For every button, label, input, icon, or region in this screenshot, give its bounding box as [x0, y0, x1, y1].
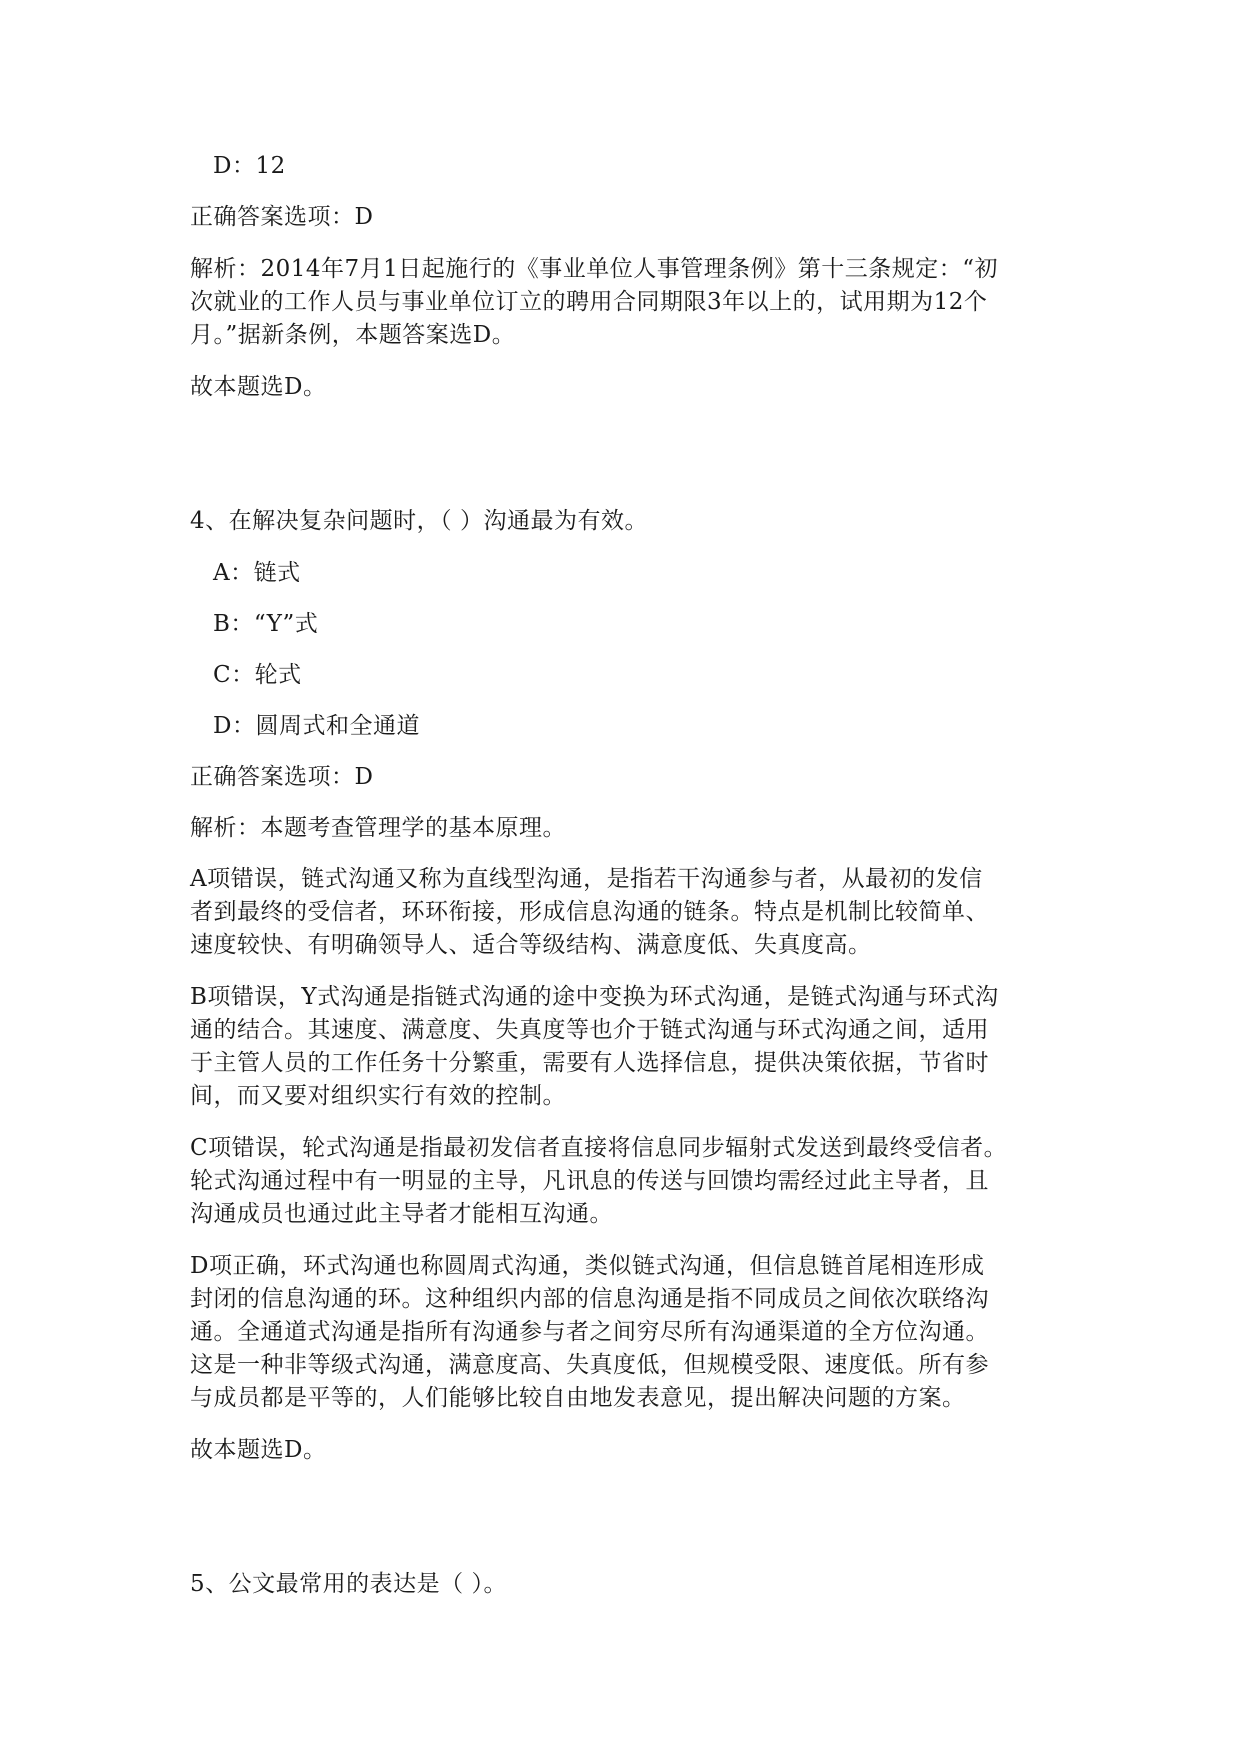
q4-para-d-line-3: 通。全通道式沟通是指所有沟通参与者之间穷尽所有沟通渠道的全方位沟通。	[190, 1319, 989, 1345]
q3-analysis-line-1: 解析：2014年7月1日起施行的《事业单位人事管理条例》第十三条规定：“初	[190, 256, 999, 282]
q4-option-a: A：链式	[213, 560, 301, 586]
q5-question: 5、公文最常用的表达是（ ）。	[190, 1571, 507, 1597]
q4-para-b-line-4: 间，而又要对组织实行有效的控制。	[190, 1083, 566, 1109]
q4-conclusion: 故本题选D。	[190, 1437, 327, 1463]
q3-analysis-line-3: 月。”据新条例，本题答案选D。	[190, 322, 516, 348]
q4-question: 4、在解决复杂问题时，（ ）沟通最为有效。	[190, 508, 648, 534]
q4-answer: 正确答案选项：D	[190, 764, 374, 790]
q4-para-a-line-2: 者到最终的受信者，环环衔接，形成信息沟通的链条。特点是机制比较简单、	[190, 899, 989, 925]
q3-option-d: D：12	[213, 153, 286, 179]
q4-para-b-line-3: 于主管人员的工作任务十分繁重，需要有人选择信息，提供决策依据，节省时	[190, 1050, 989, 1076]
q4-para-a-line-1: A项错误，链式沟通又称为直线型沟通，是指若干沟通参与者，从最初的发信	[190, 866, 983, 892]
q3-conclusion: 故本题选D。	[190, 374, 327, 400]
q4-option-d: D：圆周式和全通道	[213, 713, 420, 739]
q3-analysis-line-2: 次就业的工作人员与事业单位订立的聘用合同期限3年以上的，试用期为12个	[190, 289, 988, 315]
q4-para-b-line-1: B项错误，Y式沟通是指链式沟通的途中变换为环式沟通，是链式沟通与环式沟	[190, 984, 999, 1010]
q4-option-b: B：“Y”式	[213, 611, 319, 637]
q4-para-d-line-4: 这是一种非等级式沟通，满意度高、失真度低，但规模受限、速度低。所有参	[190, 1352, 989, 1378]
q4-option-c: C：轮式	[213, 662, 302, 688]
q4-para-d-line-2: 封闭的信息沟通的环。这种组织内部的信息沟通是指不同成员之间依次联络沟	[190, 1286, 989, 1312]
q4-para-c-line-2: 轮式沟通过程中有一明显的主导，凡讯息的传送与回馈均需经过此主导者，且	[190, 1168, 989, 1194]
q4-para-b-line-2: 通的结合。其速度、满意度、失真度等也介于链式沟通与环式沟通之间，适用	[190, 1017, 989, 1043]
q3-answer: 正确答案选项：D	[190, 204, 374, 230]
q4-para-c-line-3: 沟通成员也通过此主导者才能相互沟通。	[190, 1201, 613, 1227]
q4-para-a-line-3: 速度较快、有明确领导人、适合等级结构、满意度低、失真度高。	[190, 932, 872, 958]
q4-para-d-line-1: D项正确，环式沟通也称圆周式沟通，类似链式沟通，但信息链首尾相连形成	[190, 1253, 985, 1279]
q4-para-d-line-5: 与成员都是平等的，人们能够比较自由地发表意见，提出解决问题的方案。	[190, 1385, 966, 1411]
q4-para-c-line-1: C项错误，轮式沟通是指最初发信者直接将信息同步辐射式发送到最终受信者。	[190, 1135, 1008, 1161]
q4-analysis-intro: 解析：本题考查管理学的基本原理。	[190, 815, 566, 841]
